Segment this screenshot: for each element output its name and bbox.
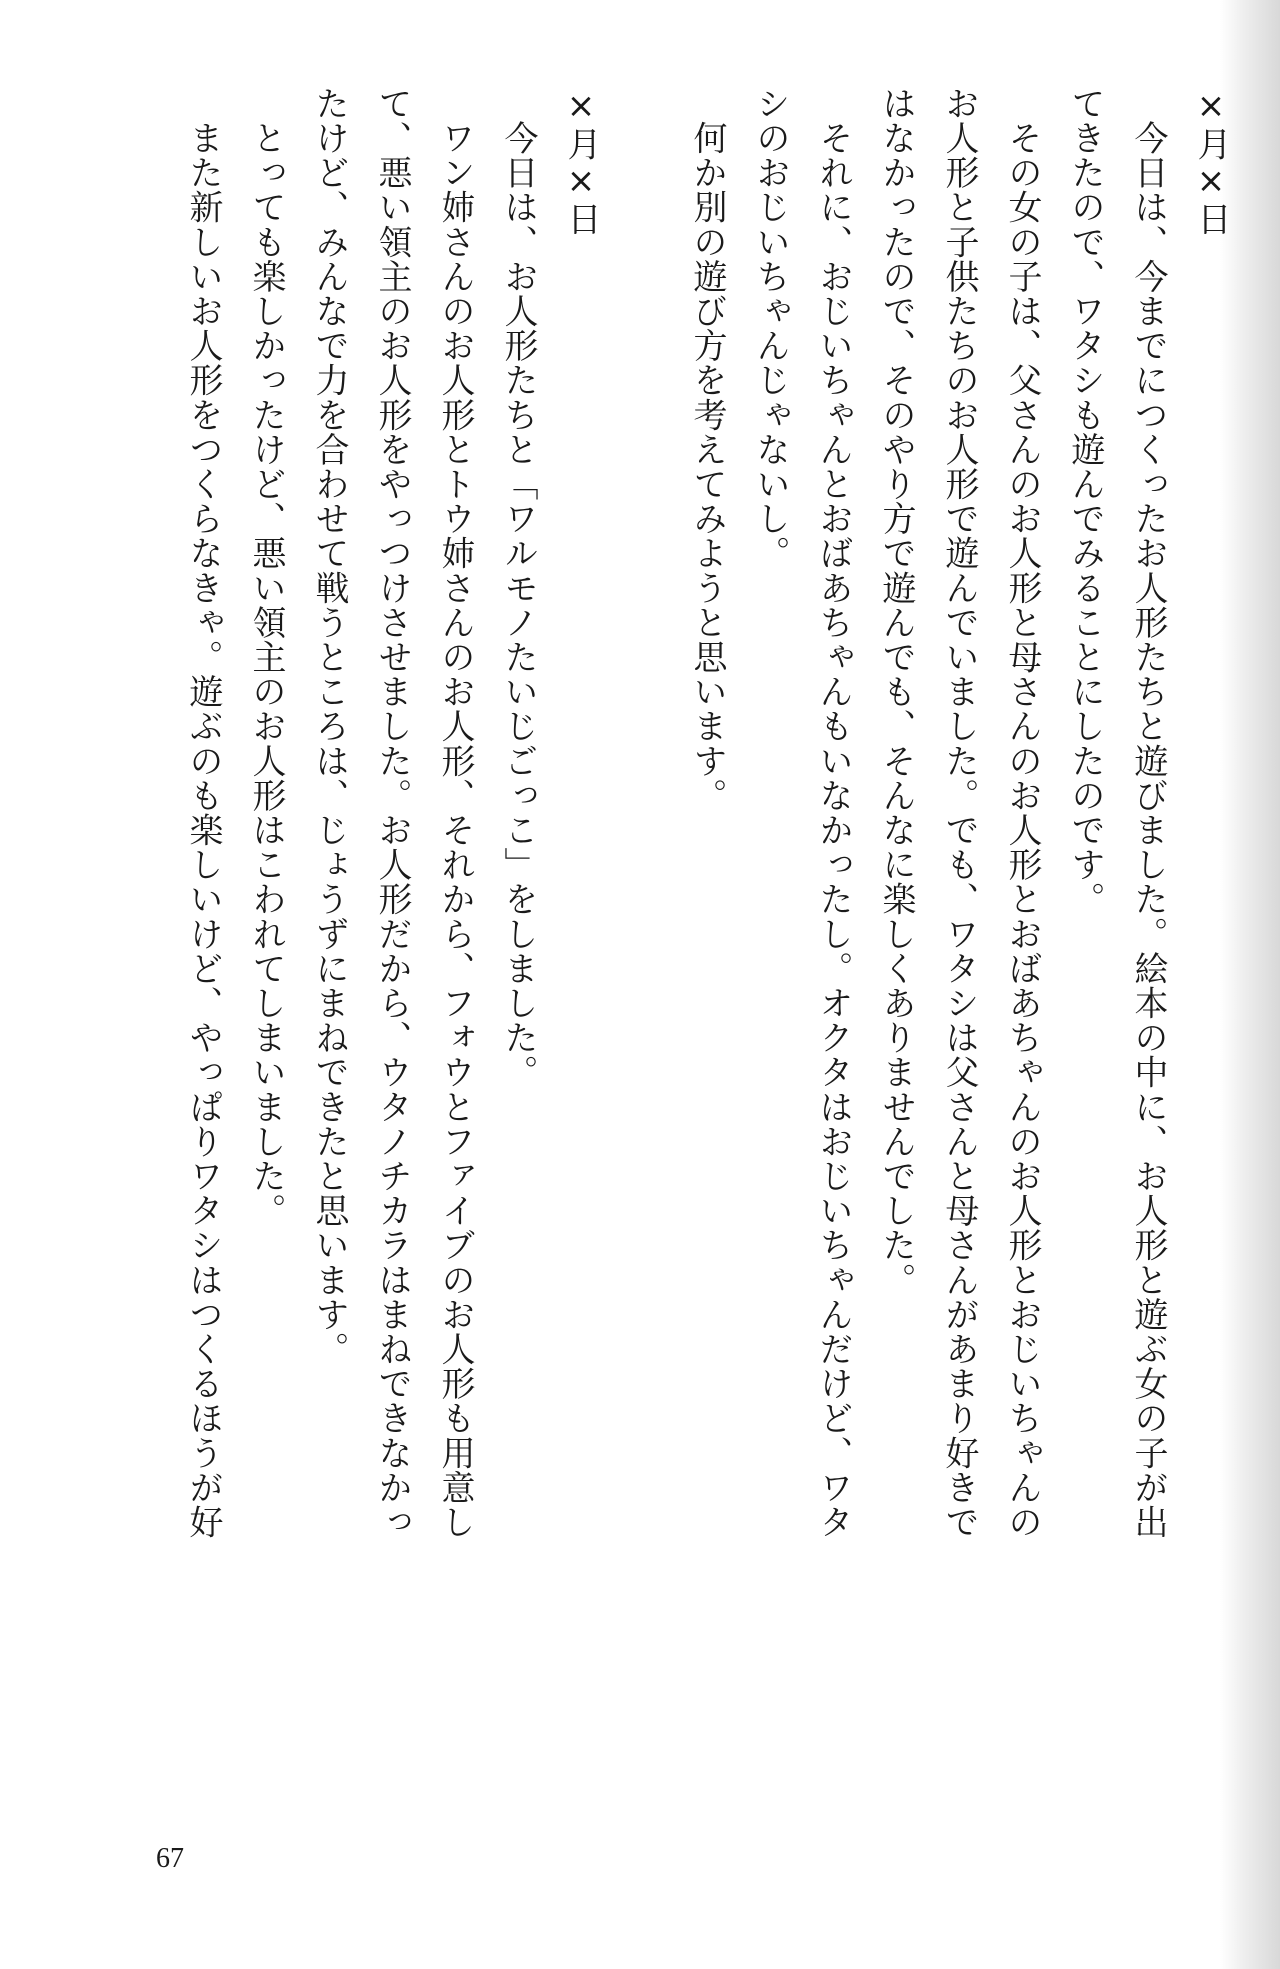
text-line: てきたので、ワタシも遊んでみることにしたのです。: [1065, 86, 1105, 917]
text-line: それに、おじいちゃんとおばあちゃんもいなかったし。オクタはおじいちゃんだけど、ワタ: [813, 86, 853, 1540]
text-line: その女の子は、父さんのお人形と母さんのお人形とおばあちゃんのお人形とおじいちゃんの: [1002, 86, 1042, 1540]
vertical-text-body: [171, 86, 1242, 1626]
text-line: また新しいお人形をつくらなきゃ。遊ぶのも楽しいけど、やっぱりワタシはつくるほうが好: [183, 86, 223, 1540]
text-line: シのおじいちゃんじゃないし。: [750, 86, 790, 571]
blank-line: [612, 86, 675, 1626]
text-line: とっても楽しかったけど、悪い領主のお人形はこわれてしまいました。: [246, 86, 286, 1228]
text-line: たけど、みんなで力を合わせて戦うところは、じょうずにまねできたと思います。: [309, 86, 349, 1367]
text-line: 何か別の遊び方を考えてみようと思います。: [687, 86, 727, 813]
text-line: ワン姉さんのお人形とトウ姉さんのお人形、それから、フォウとファイブのお人形も用意し: [435, 86, 475, 1540]
text-line: お人形と子供たちのお人形で遊んでいました。でも、ワタシは父さんと母さんがあまり好きで: [939, 86, 979, 1540]
text-line: はなかったので、そのやり方で遊んでも、そんなに楽しくありませんでした。: [876, 86, 916, 1297]
text-line: て、悪い領主のお人形をやっつけさせました。お人形だから、ウタノチカラはまねできなかっ: [372, 86, 412, 1540]
entry-date: ×月×日: [1191, 86, 1231, 237]
text-line: 今日は、今までにつくったお人形たちと遊びました。絵本の中に、お人形と遊ぶ女の子が出: [1128, 86, 1168, 1540]
entry-date: ×月×日: [561, 86, 601, 237]
page-number: 67: [156, 1843, 184, 1874]
text-line: 今日は、お人形たちと「ワルモノたいじごっこ」をしました。: [498, 86, 538, 1090]
